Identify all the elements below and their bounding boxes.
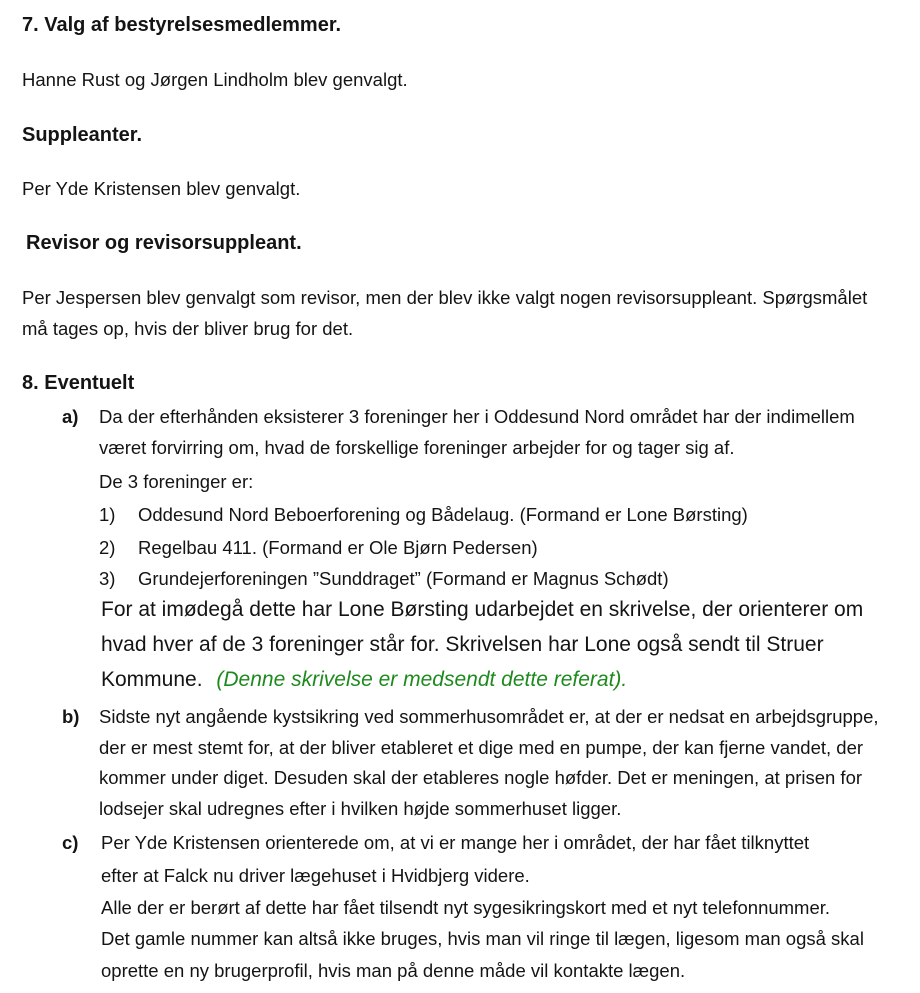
item-a-big-line-2: hvad hver af de 3 foreninger står for. Skrivelsen har Lone også sendt til Struer bbox=[101, 633, 824, 656]
item-a-big-line-1: For at imødegå dette har Lone Børsting udarbejdet en skrivelse, der orienterer om bbox=[101, 598, 864, 621]
association-number: 2) bbox=[99, 537, 116, 558]
attachment-note: (Denne skrivelse er medsendt dette referat). bbox=[216, 668, 628, 691]
item-c-line-2: efter at Falck nu driver lægehuset i Hvidbjerg videre. bbox=[101, 865, 530, 886]
section-7-text: Hanne Rust og Jørgen Lindholm blev genvalgt. bbox=[22, 69, 408, 90]
association-text: Grundejerforeningen ”Sunddraget” (Formand er Magnus Schødt) bbox=[138, 568, 669, 589]
item-a-line-1: Da der efterhånden eksisterer 3 foreninger her i Oddesund Nord området har der indimellem bbox=[99, 406, 855, 427]
association-text: Regelbau 411. (Formand er Ole Bjørn Pedersen) bbox=[138, 537, 538, 558]
supplements-text: Per Yde Kristensen blev genvalgt. bbox=[22, 178, 301, 199]
association-text: Oddesund Nord Beboerforening og Bådelaug. (Formand er Lone Børsting) bbox=[138, 504, 748, 525]
item-b-line-4: lodsejer skal udregnes efter i hvilken højde sommerhuset ligger. bbox=[99, 798, 622, 819]
item-c-label: c) bbox=[62, 832, 79, 853]
section-8-heading: 8. Eventuelt bbox=[22, 372, 135, 394]
item-c-line-1: Per Yde Kristensen orienterede om, at vi er mange her i området, der har fået tilknyttet bbox=[101, 832, 810, 853]
item-c-line-3: Alle der er berørt af dette har fået tilsendt nyt sygesikringskort med et nyt telefonnummer. bbox=[101, 897, 831, 918]
item-a-big-line-3-text: Kommune. bbox=[101, 668, 203, 691]
auditor-text-line-2: må tages op, hvis der bliver brug for det. bbox=[22, 318, 354, 339]
item-a-big-line-3 bbox=[101, 669, 627, 691]
item-b-line-2: der er mest stemt for, at der bliver etableret et dige med en pumpe, der kan fjerne vandet, der bbox=[99, 737, 864, 758]
item-c-line-5: oprette en ny brugerprofil, hvis man på denne måde vil kontakte lægen. bbox=[101, 960, 686, 981]
auditor-heading: Revisor og revisorsuppleant. bbox=[26, 232, 302, 254]
item-a-line-2: været forvirring om, hvad de forskellige foreninger arbejder for og tager sig af. bbox=[99, 437, 735, 458]
item-b-line-1: Sidste nyt angående kystsikring ved sommerhusområdet er, at der er nedsat en arbejdsgruppe, bbox=[99, 706, 879, 727]
section-7-heading: 7. Valg af bestyrelsesmedlemmer. bbox=[22, 14, 342, 36]
item-b-label: b) bbox=[62, 706, 80, 727]
supplements-heading: Suppleanter. bbox=[22, 124, 143, 146]
association-number: 1) bbox=[99, 504, 116, 525]
association-number: 3) bbox=[99, 568, 116, 589]
item-c-line-4: Det gamle nummer kan altså ikke bruges, hvis man vil ringe til lægen, ligesom man også skal bbox=[101, 928, 864, 949]
item-b-line-3: kommer under diget. Desuden skal der etableres nogle høfder. Det er meningen, at prisen for bbox=[99, 767, 863, 788]
item-a-label: a) bbox=[62, 406, 79, 427]
auditor-text-line-1: Per Jespersen blev genvalgt som revisor, men der blev ikke valgt nogen revisorsuppleant. Spørgsmålet bbox=[22, 287, 868, 308]
item-a-line-3: De 3 foreninger er: bbox=[99, 471, 254, 492]
